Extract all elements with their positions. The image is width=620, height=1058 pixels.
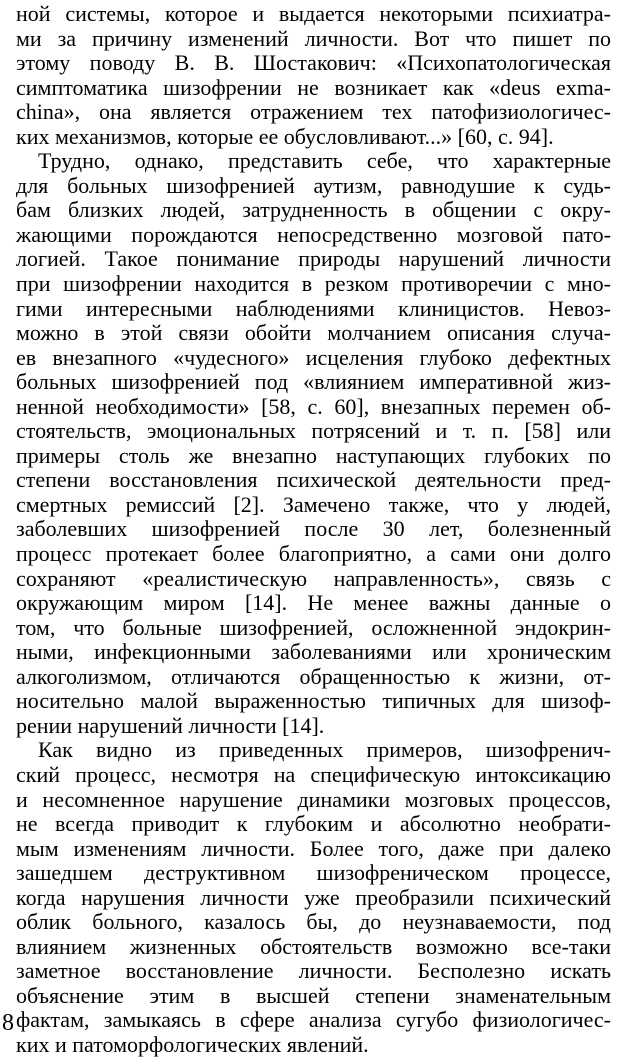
text-line: больных шизофренией под «влиянием императивной жиз- (16, 369, 611, 395)
text-line: заболевших шизофренией после 30 лет, болезненный (16, 516, 611, 542)
text-line: этому поводу В. В. Шостакович: «Психопатологическая (16, 50, 611, 76)
text-line: когда нарушения личности уже преобразили психический (16, 884, 611, 910)
text-line: алкоголизмом, отличаются обращенностью к жизни, от- (16, 663, 611, 689)
text-line: сохраняют «реалистическую направленность», связь с (16, 565, 611, 591)
text-line: ми за причину изменений личности. Вот что пишет по (16, 25, 611, 51)
text-line: мым изменениям личности. Более того, даже при далеко (16, 835, 611, 861)
text-line: ких механизмов, которые ее обусловливают...» [60, с. 94]. (16, 123, 554, 149)
text-line: смертных ремиссий [2]. Замечено также, что у людей, (16, 491, 611, 517)
text-line: объяснение этим в высшей степени знаменательным (16, 982, 611, 1008)
text-line: при шизофрении находится в резком противоречии с мно- (16, 271, 611, 297)
text-line: фактам, замыкаясь в сфере анализа сугубо физиологичес- (16, 1007, 611, 1033)
text-line: логией. Такое понимание природы нарушений личности (16, 246, 611, 272)
text-line: окружающим миром [14]. Не менее важны данные о (16, 590, 611, 616)
text-line: ких и патоморфологических явлений. (16, 1031, 369, 1057)
text-line: china», она является отражением тех патофизиологичес- (16, 99, 611, 125)
text-line: ненной необходимости» [58, с. 60], внезапных перемен об- (16, 393, 611, 419)
text-line: ский процесс, несмотря на специфическую интоксикацию (16, 761, 611, 787)
text-line: не всегда приводит к глубоким и абсолютно необрати- (16, 811, 611, 837)
text-line: примеры столь же внезапно наступающих глубоких по (16, 442, 611, 468)
text-line: влиянием жизненных обстоятельств возможно все-таки (16, 933, 611, 959)
text-line: Как видно из приведенных примеров, шизофренич- (38, 737, 611, 763)
text-line: жающими порождаются непосредственно мозговой пато- (16, 221, 611, 247)
text-line: облик больного, казалось бы, до неузнаваемости, под (16, 909, 611, 935)
page-number: 8 (2, 1010, 14, 1036)
text-line: зашедшем деструктивном шизофреническом процессе, (16, 860, 611, 886)
text-line: ной системы, которое и выдается некоторыми психиатра- (16, 1, 611, 26)
text-line: и несомненное нарушение динамики мозговых процессов, (16, 786, 611, 812)
text-line: симптоматика шизофрении не возникает как «deus exma- (16, 74, 611, 100)
text-line: ев внезапного «чудесного» исцеления глубоко дефектных (16, 344, 611, 370)
text-line: носительно малой выраженностью типичных для шизоф- (16, 688, 611, 714)
text-line: можно в этой связи обойти молчанием описания случа- (16, 320, 611, 346)
text-line: процесс протекает более благоприятно, а сами они долго (16, 541, 611, 567)
text-line: Трудно, однако, представить себе, что характерные (38, 148, 611, 174)
text-line: том, что больные шизофренией, осложненной эндокрин- (16, 614, 611, 640)
text-line: бам близких людей, затрудненность в общении с окру- (16, 197, 611, 223)
text-line: гими интересными наблюдениями клиницистов. Невоз- (16, 295, 611, 321)
text-line: заметное восстановление личности. Бесполезно искать (16, 958, 611, 984)
text-line: для больных шизофренией аутизм, равнодушие к судь- (16, 172, 611, 198)
text-line: рении нарушений личности [14]. (16, 712, 325, 738)
text-line: стоятельств, эмоциональных потрясений и т. п. [58] или (16, 418, 611, 444)
page-text (16, 2, 611, 1058)
text-line: степени восстановления психической деятельности пред- (16, 467, 611, 493)
text-line: ными, инфекционными заболеваниями или хроническим (16, 639, 611, 665)
